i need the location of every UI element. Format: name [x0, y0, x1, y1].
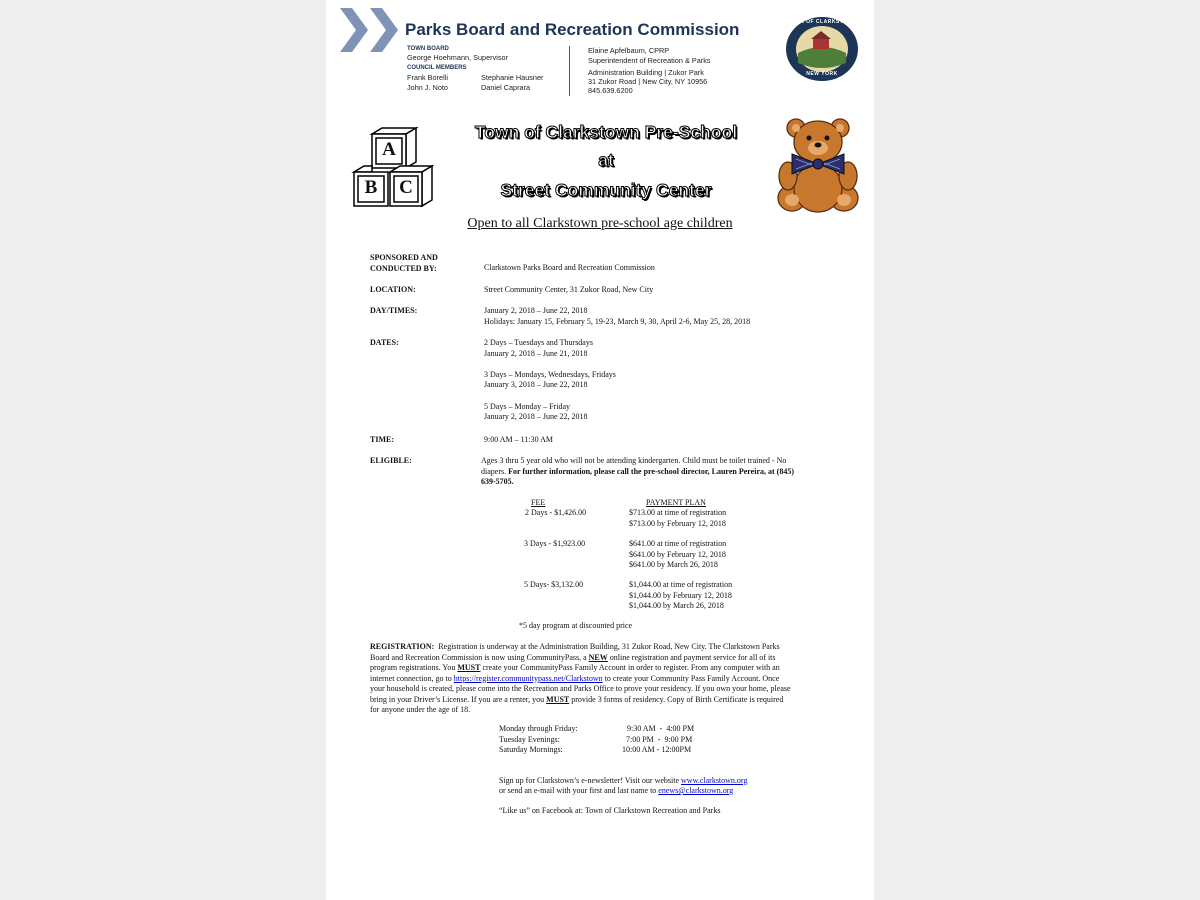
plan-line: $641.00 by March 26, 2018: [629, 560, 718, 569]
registration-text: program registrations. You: [370, 663, 456, 672]
registration-text: bring in your Driver’s License. If you are a renter, you: [370, 694, 545, 704]
value-line: January 2, 2018 – June 22, 2018: [484, 412, 588, 422]
email-text: or send an e-mail with your first and last name to: [499, 786, 657, 795]
org-title: Parks Board and Recreation Commission: [405, 20, 740, 39]
seal-bottom-text: NEW YORK: [806, 71, 838, 77]
plan-line: $641.00 by February 12, 2018: [629, 549, 726, 559]
block-letter-a: A: [382, 139, 396, 160]
supervisor-name: George Hoehmann, Supervisor: [407, 53, 508, 62]
header-divider: [569, 46, 570, 96]
plan-3-days: [629, 539, 726, 571]
council-caption: COUNCIL MEMBERS: [407, 65, 467, 71]
document-page: [326, 0, 874, 900]
hours-day: Monday through Friday:: [499, 724, 578, 733]
fee-3-days: 3 Days - $1,923.00: [524, 539, 586, 548]
fee-header: FEE: [531, 498, 546, 507]
council-member: John J. Noto: [407, 83, 448, 92]
value-text: diapers.: [481, 466, 507, 476]
title-line-1: Town of Clarkstown Pre-School: [474, 122, 738, 142]
title-line-3: Street Community Center: [500, 180, 712, 200]
town-board-caption: TOWN BOARD: [407, 46, 449, 52]
value-line: Ages 3 thru 5 year old who will not be attending kindergarten. Child must be toilet trained - No: [481, 456, 787, 465]
dates-value: [484, 338, 616, 423]
eligible-label: ELIGIBLE:: [370, 456, 412, 465]
value-line: 2 Days – Tuesdays and Thursdays: [484, 338, 593, 347]
value-line: January 2, 2018 – June 22, 2018: [484, 306, 588, 315]
value-line: Holidays: January 15, February 5, 19-23, March 9, 30, April 2-6, May 25, 28, 2018: [484, 316, 751, 326]
registration-text: Registration is underway at the Administration Building, 31 Zukor Road, New City. The Clarkstown Parks: [438, 642, 780, 651]
value-line: January 2, 2018 – June 21, 2018: [484, 348, 588, 358]
newsletter-line: [499, 776, 747, 787]
registration-text: provide 3 forms of residency. Copy of Birth Certificate is required: [571, 694, 784, 704]
town-seal: [784, 15, 860, 83]
fee-2-days: 2 Days - $1,426.00: [525, 508, 587, 517]
plan-line: $713.00 at time of registration: [629, 508, 727, 517]
community-pass-link[interactable]: https://register.communitypass.net/Clarkstown: [453, 673, 603, 683]
registration-text: create your CommunityPass Family Account in order to register. From any computer with an: [482, 663, 780, 672]
plan-line: $1,044.00 by February 12, 2018: [629, 590, 732, 600]
email-link[interactable]: enews@clarkstown.org: [658, 786, 734, 795]
payment-plan-header: PAYMENT PLAN: [646, 498, 706, 507]
must-emphasis: MUST: [546, 694, 570, 704]
plan-line: $641.00 at time of registration: [629, 539, 727, 548]
hours-time: 10:00 AM - 12:00PM: [622, 745, 692, 754]
plan-line: $1,044.00 at time of registration: [629, 580, 733, 589]
registration-line: [370, 642, 850, 653]
facebook-line: “Like us” on Facebook at: Town of Clarkstown Recreation and Parks: [499, 806, 721, 815]
value-line: [481, 467, 841, 478]
address-line: 31 Zukor Road | New City, NY 10956: [588, 77, 708, 86]
fee-5-days: 5 Days- $3,132.00: [524, 580, 584, 589]
block-letter-b: B: [364, 177, 378, 198]
registration-text: internet connection, go to: [370, 673, 452, 683]
hours-time: 7:00 PM - 9:00 PM: [626, 735, 693, 744]
registration-paragraph: [370, 642, 850, 716]
registration-line: [370, 674, 850, 685]
title-line-2: at: [598, 150, 614, 170]
superintendent-title: Superintendent of Recreation & Parks: [588, 56, 711, 65]
contact-info-bold: For further information, please call the pre-school director, Lauren Pereira, at (845): [508, 466, 794, 476]
council-member: Stephanie Hausner: [481, 73, 544, 82]
phone-number: 845.639.6200: [588, 86, 633, 95]
location-value: Street Community Center, 31 Zukor Road, New City: [484, 285, 654, 294]
sponsored-label: [370, 253, 438, 274]
dates-label: DATES:: [370, 338, 399, 347]
seal-top-text: TOWN OF CLARKSTOWN: [787, 19, 857, 25]
value-line: 3 Days – Mondays, Wednesdays, Fridays: [484, 369, 616, 379]
must-emphasis: MUST: [457, 663, 481, 672]
plan-line: $713.00 by February 12, 2018: [629, 518, 726, 528]
value-line: 5 Days – Monday – Friday: [484, 401, 570, 411]
plan-2-days: [629, 508, 726, 529]
registration-text: online registration and payment service for all of its: [609, 652, 776, 662]
council-member: Daniel Caprara: [481, 83, 531, 92]
website-link[interactable]: www.clarkstown.org: [681, 776, 748, 785]
registration-line: your household is created, please come into the Recreation and Parks Office to prove your residency. If you own your home, please: [370, 684, 791, 693]
plan-5-days: [629, 580, 732, 612]
time-value: 9:00 AM – 11:30 AM: [484, 435, 554, 444]
value-line: January 3, 2018 – June 22, 2018: [484, 380, 588, 390]
eligible-value: [481, 456, 841, 488]
daytimes-value: [484, 306, 750, 327]
open-to-subtitle: Open to all Clarkstown pre-school age children: [467, 216, 733, 231]
registration-text: to create your Community Pass Family Account. Once: [604, 673, 780, 683]
location-label: LOCATION:: [370, 285, 416, 294]
time-label: TIME:: [370, 435, 394, 444]
registration-line: for anyone under the age of 18.: [370, 705, 471, 714]
daytimes-label: DAY/TIMES:: [370, 306, 418, 315]
council-member: Frank Borelli: [407, 73, 448, 82]
sponsored-value: Clarkstown Parks Board and Recreation Commission: [484, 263, 655, 272]
email-line: [499, 786, 733, 797]
hours-day: Tuesday Evenings:: [499, 735, 560, 744]
registration-line: [370, 663, 850, 674]
address-line: Administration Building | Zukor Park: [588, 68, 704, 77]
hours-day: Saturday Mornings:: [499, 745, 563, 754]
registration-label: REGISTRATION:: [370, 642, 435, 651]
teddy-bear-icon: [774, 114, 862, 218]
chevron-logo-icon: [338, 6, 402, 56]
registration-line: [370, 653, 850, 664]
label-line: CONDUCTED BY:: [370, 263, 437, 273]
new-emphasis: NEW: [588, 652, 608, 662]
label-line: SPONSORED AND: [370, 253, 438, 262]
newsletter-text: Sign up for Clarkstown’s e-newsletter! Visit our website: [499, 776, 680, 785]
registration-text: Board and Recreation Commission is now using CommunityPass, a: [370, 652, 587, 662]
contact-info-bold: 639-5705.: [481, 477, 514, 486]
block-letter-c: C: [399, 177, 413, 198]
registration-line: [370, 695, 850, 706]
superintendent-name: Elaine Apfelbaum, CPRP: [588, 46, 670, 55]
discount-note: *5 day program at discounted price: [519, 621, 633, 630]
plan-line: $1,044.00 by March 26, 2018: [629, 601, 724, 610]
hours-time: 9:30 AM - 4:00 PM: [627, 724, 695, 733]
